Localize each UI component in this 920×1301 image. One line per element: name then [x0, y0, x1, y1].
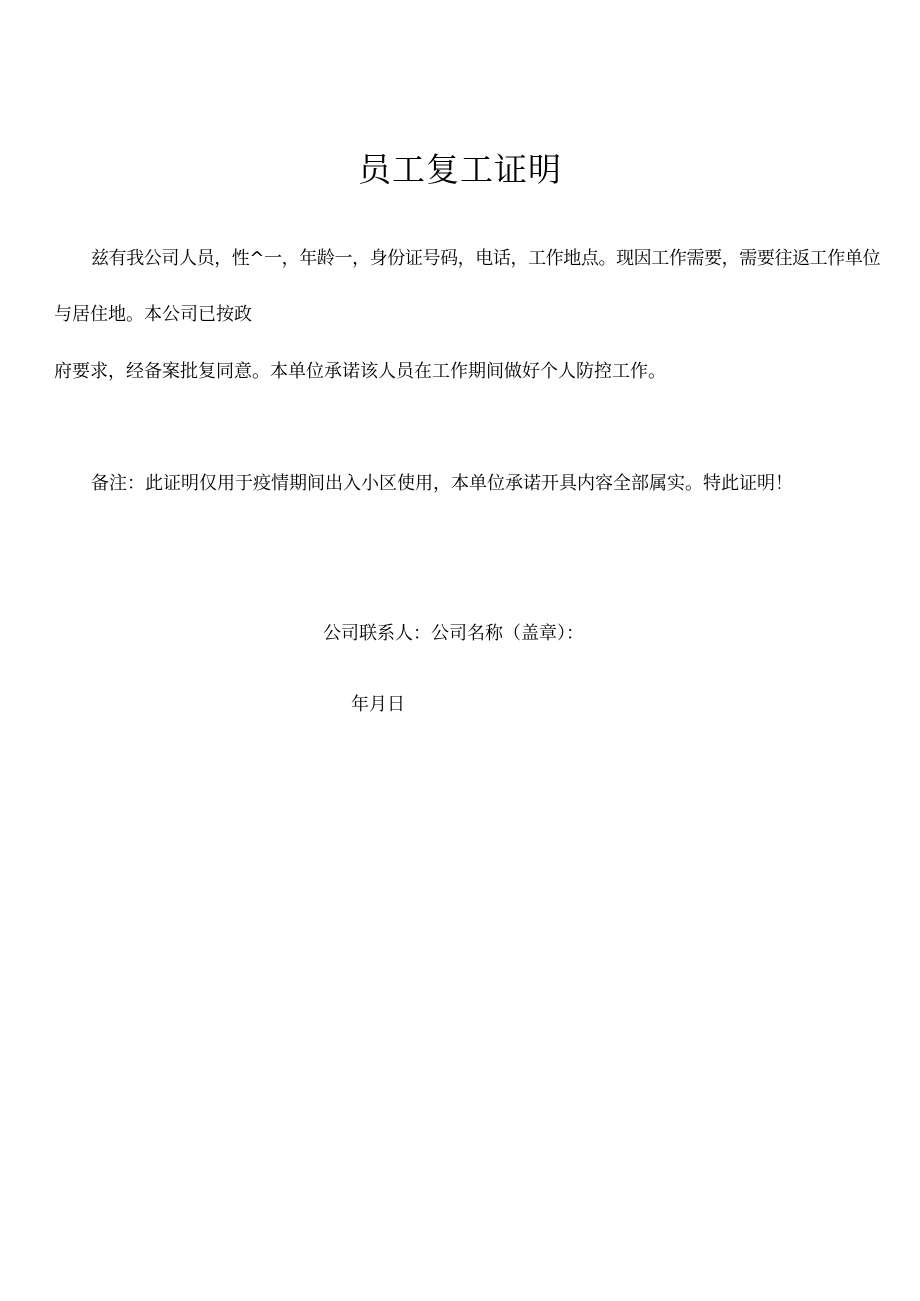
remark-text: 备注：此证明仅用于疫情期间出入小区使用，本单位承诺开具内容全部属实。特此证明！ [91, 473, 793, 494]
signature-line: 公司联系人：公司名称（盖章）： [323, 623, 584, 644]
body-paragraph-line-2: 与居住地。本公司已按政 [54, 304, 252, 325]
document-title: 员工复工证明 [358, 150, 562, 189]
date-line: 年月日 [351, 694, 405, 715]
body-paragraph-line-3: 府要求，经备案批复同意。本单位承诺该人员在工作期间做好个人防控工作。 [54, 361, 666, 382]
body-paragraph-line-1: 兹有我公司人员，性^一，年龄一，身份证号码，电话，工作地点。现因工作需要，需要往返工作单位 [91, 248, 881, 269]
